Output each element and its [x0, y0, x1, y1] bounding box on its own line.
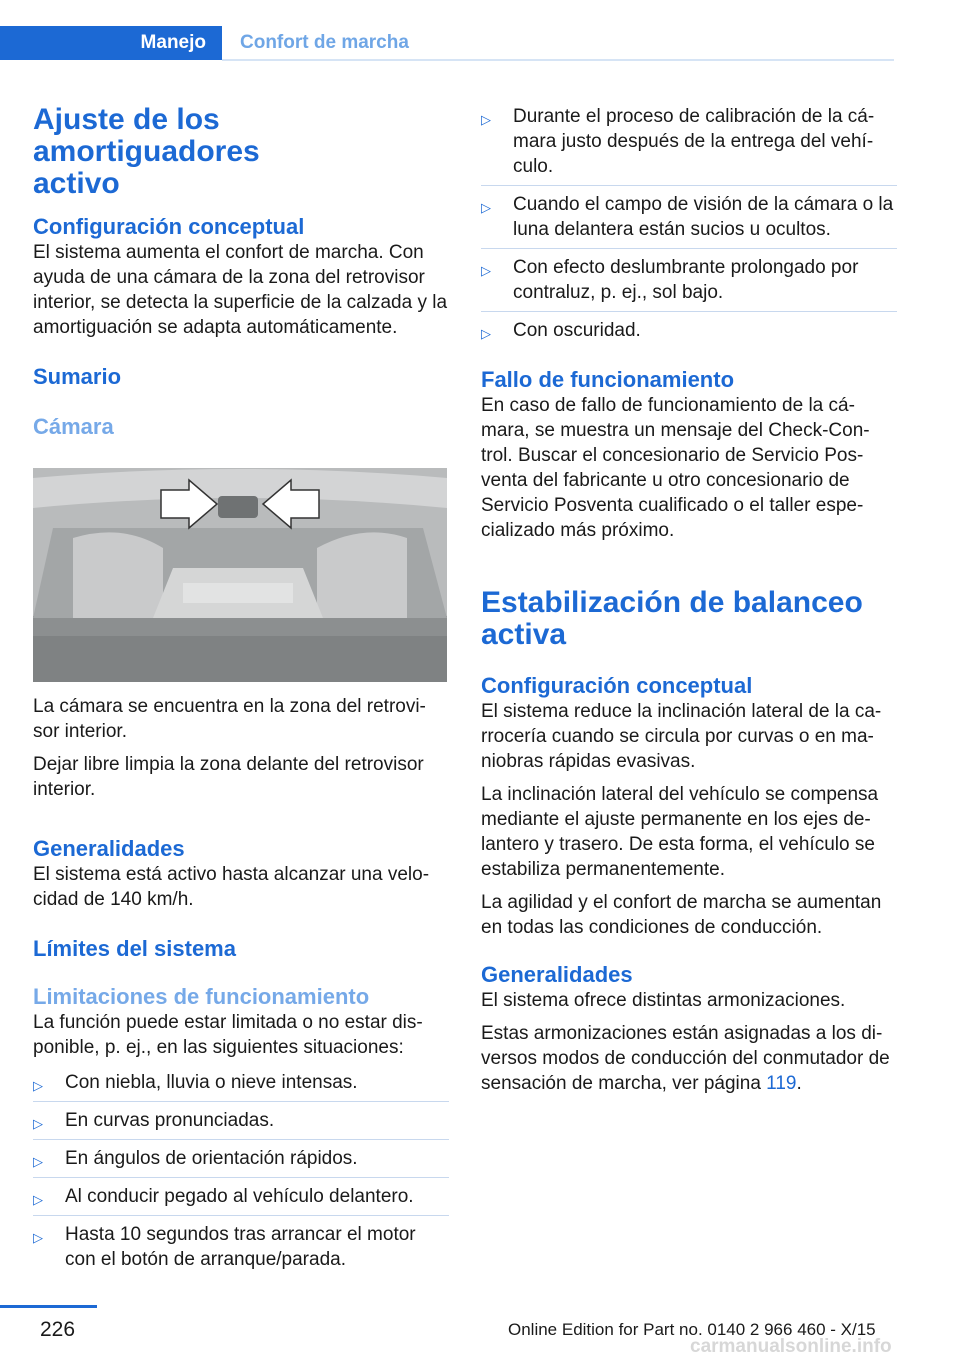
right-column	[481, 104, 897, 1096]
header-rule	[222, 59, 894, 61]
list-item: ▷ En curvas pronunciadas.	[33, 1101, 449, 1139]
triangle-bullet-icon: ▷	[33, 1116, 43, 1131]
page-number: 226	[40, 1318, 76, 1341]
heading-summary: Sumario	[33, 364, 122, 389]
footer-rule	[0, 1305, 97, 1308]
general-text-2: Estas armonizaciones están asignadas a los di‐versos modos de conducción del conmutador de sensación de marcha, ver página 119.	[481, 1023, 890, 1094]
tab-manejo[interactable]: Manejo	[0, 26, 222, 60]
camera-text-2: Dejar libre limpia la zona delante del retrovisor interior.	[33, 754, 424, 800]
list-item: ▷ Hasta 10 segundos tras arrancar el motor con el botón de arranque/parada.	[33, 1215, 449, 1278]
heading-general-2: Generalidades	[481, 962, 633, 987]
tab-confort-de-marcha[interactable]: Confort de marcha	[240, 32, 409, 53]
list-item: ▷ Con niebla, lluvia o nieve intensas.	[33, 1064, 449, 1101]
concept-text-3: La agilidad y el confort de marcha se aumentan en todas las condiciones de conducción.	[481, 892, 882, 938]
limitations-text: La función puede estar limitada o no estar dis‐ponible, p. ej., en las siguientes situaciones:	[33, 1012, 423, 1058]
camera-location-photo	[33, 468, 447, 682]
heading-limitations: Limitaciones de funcionamiento	[33, 984, 370, 1009]
camera-text-1: La cámara se encuentra en la zona del retrovi‐sor interior.	[33, 696, 426, 742]
triangle-bullet-icon: ▷	[481, 200, 491, 215]
concept-text: El sistema aumenta el confort de marcha. Con ayuda de una cámara de la zona del retrovisor interior, se detecta la superficie de la calzada y la amortiguación se adapta automáticamente.	[33, 242, 448, 338]
triangle-bullet-icon: ▷	[33, 1230, 43, 1245]
limitations-list-continued	[481, 104, 897, 349]
left-column	[33, 104, 449, 1278]
list-item: ▷ Durante el proceso de calibración de la cá‐mara justo después de la entrega del vehí‐culo.	[481, 106, 875, 177]
triangle-bullet-icon: ▷	[481, 326, 491, 341]
heading-concept-2: Configuración conceptual	[481, 673, 753, 698]
heading-fault: Fallo de funcionamiento	[481, 367, 735, 392]
triangle-bullet-icon: ▷	[481, 112, 491, 127]
heading-general: Generalidades	[33, 836, 185, 861]
section-title-amortiguadores: Ajuste de los amortiguadores activo	[33, 103, 260, 200]
section-title-estabilizacion: Estabilización de balanceo activa	[481, 586, 863, 651]
general-text-1: El sistema ofrece distintas armonizaciones.	[481, 990, 846, 1011]
heading-concept: Configuración conceptual	[33, 214, 305, 239]
triangle-bullet-icon: ▷	[481, 263, 491, 278]
list-item: ▷ Con oscuridad.	[481, 311, 897, 349]
header-tabs	[0, 26, 894, 62]
concept-text-2: La inclinación lateral del vehículo se compensa mediante el ajuste permanente en los ejes de‐lantero y trasero. De esta forma, el vehículo se estabiliza permanentemente.	[481, 784, 879, 880]
concept-text-1: El sistema reduce la inclinación lateral de la ca‐rrocería cuando se circula por curvas o en ma‐niobras rápidas evasivas.	[481, 701, 882, 772]
watermark: carmanualsonline.info	[690, 1336, 892, 1357]
list-item: ▷ Con efecto deslumbrante prolongado por contraluz, p. ej., sol bajo.	[481, 248, 897, 311]
list-item: ▷ Cuando el campo de visión de la cámara o la luna delantera están sucios u ocultos.	[481, 185, 897, 248]
heading-limits: Límites del sistema	[33, 936, 236, 961]
list-item: ▷ En ángulos de orientación rápidos.	[33, 1139, 449, 1177]
car-interior-illustration	[33, 468, 447, 682]
heading-camera: Cámara	[33, 414, 114, 439]
fault-text: En caso de fallo de funcionamiento de la cá‐mara, se muestra un mensaje del Check-Con‐trol. Buscar el concesionario de Servicio Pos‐venta del fabricante u otro concesionario de Servicio Posventa cualificado o el taller espe‐cializado más próximo.	[481, 395, 870, 541]
page-reference-link[interactable]: 119	[766, 1073, 797, 1094]
list-item: ▷ Al conducir pegado al vehículo delantero.	[33, 1177, 449, 1215]
triangle-bullet-icon: ▷	[33, 1192, 43, 1207]
general-text: El sistema está activo hasta alcanzar una velo‐cidad de 140 km/h.	[33, 864, 430, 910]
limitations-list	[33, 1064, 449, 1278]
footer-edition: Online Edition for Part no. 0140 2 966 460 - X/15	[508, 1320, 876, 1339]
triangle-bullet-icon: ▷	[33, 1078, 43, 1093]
triangle-bullet-icon: ▷	[33, 1154, 43, 1169]
